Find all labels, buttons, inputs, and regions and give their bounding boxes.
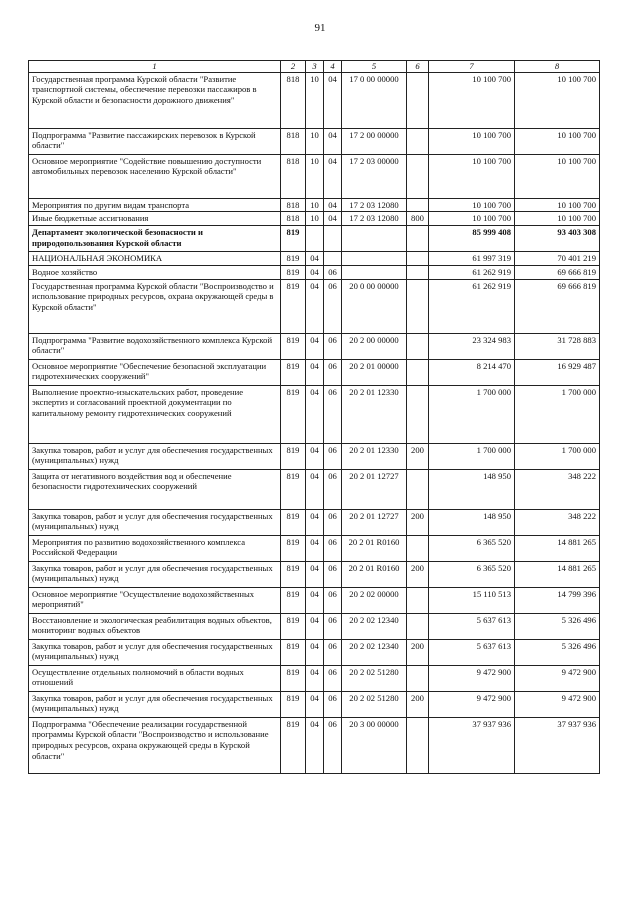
amount-year2-cell: 69 666 819	[515, 279, 600, 333]
target-article-cell: 20 3 00 00000	[342, 717, 407, 773]
expense-type-cell	[407, 469, 429, 509]
subsection-code-cell: 06	[324, 359, 342, 385]
section-code-cell: 04	[306, 279, 324, 333]
ministry-code-cell: 819	[281, 639, 306, 665]
item-name-cell: Основное мероприятие "Осуществление водохозяйственных мероприятий"	[29, 587, 281, 613]
section-code-cell: 04	[306, 252, 324, 266]
column-number: 7	[429, 61, 515, 73]
ministry-code-cell: 818	[281, 128, 306, 154]
subsection-code-cell: 06	[324, 535, 342, 561]
amount-year2-cell: 16 929 487	[515, 359, 600, 385]
subsection-code-cell: 04	[324, 212, 342, 226]
item-name-cell: Закупка товаров, работ и услуг для обеспечения государственных (муниципальных) нужд	[29, 509, 281, 535]
ministry-code-cell: 819	[281, 691, 306, 717]
column-number-row	[29, 61, 600, 73]
amount-year1-cell: 6 365 520	[429, 535, 515, 561]
expense-type-cell	[407, 279, 429, 333]
amount-year1-cell: 1 700 000	[429, 385, 515, 443]
table-row	[29, 198, 600, 212]
budget-table	[28, 60, 600, 774]
expense-type-cell	[407, 128, 429, 154]
item-name-cell: Подпрограмма "Развитие пассажирских перевозок в Курской области"	[29, 128, 281, 154]
subsection-code-cell: 04	[324, 154, 342, 198]
amount-year1-cell: 61 262 919	[429, 279, 515, 333]
target-article-cell: 20 2 02 51280	[342, 665, 407, 691]
ministry-code-cell: 819	[281, 717, 306, 773]
expense-type-cell	[407, 359, 429, 385]
item-name-cell: Подпрограмма "Обеспечение реализации государственной программы Курской области "Воспроизводство и использование природных ресурсов, охрана окружающей среды в Курской области"	[29, 717, 281, 773]
amount-year2-cell: 5 326 496	[515, 613, 600, 639]
subsection-code-cell: 06	[324, 691, 342, 717]
expense-type-cell	[407, 587, 429, 613]
item-name-cell: Мероприятия по развитию водохозяйственного комплекса Российской Федерации	[29, 535, 281, 561]
item-name-cell: Защита от негативного воздействия вод и обеспечение безопасности гидротехнических сооружений	[29, 469, 281, 509]
item-name-cell: Мероприятия по другим видам транспорта	[29, 198, 281, 212]
target-article-cell: 20 2 01 R0160	[342, 535, 407, 561]
section-code-cell: 10	[306, 212, 324, 226]
amount-year2-cell: 31 728 883	[515, 333, 600, 359]
table-row	[29, 509, 600, 535]
section-code-cell: 04	[306, 333, 324, 359]
expense-type-cell: 200	[407, 509, 429, 535]
amount-year1-cell: 5 637 613	[429, 639, 515, 665]
amount-year1-cell: 10 100 700	[429, 128, 515, 154]
subsection-code-cell: 06	[324, 587, 342, 613]
section-code-cell: 10	[306, 72, 324, 128]
subsection-code-cell: 06	[324, 613, 342, 639]
target-article-cell: 17 0 00 00000	[342, 72, 407, 128]
target-article-cell: 20 2 02 12340	[342, 639, 407, 665]
expense-type-cell	[407, 333, 429, 359]
section-code-cell: 04	[306, 265, 324, 279]
section-code-cell: 10	[306, 154, 324, 198]
table-row	[29, 443, 600, 469]
amount-year1-cell: 15 110 513	[429, 587, 515, 613]
amount-year1-cell: 61 997 319	[429, 252, 515, 266]
target-article-cell	[342, 226, 407, 252]
amount-year1-cell: 6 365 520	[429, 561, 515, 587]
amount-year2-cell: 10 100 700	[515, 128, 600, 154]
amount-year1-cell: 23 324 983	[429, 333, 515, 359]
item-name-cell: Закупка товаров, работ и услуг для обеспечения государственных (муниципальных) нужд	[29, 443, 281, 469]
target-article-cell: 20 2 01 12330	[342, 443, 407, 469]
expense-type-cell	[407, 198, 429, 212]
column-number: 5	[342, 61, 407, 73]
ministry-code-cell: 819	[281, 279, 306, 333]
section-code-cell: 04	[306, 665, 324, 691]
amount-year2-cell: 37 937 936	[515, 717, 600, 773]
table-row	[29, 359, 600, 385]
section-code-cell: 10	[306, 128, 324, 154]
subsection-code-cell	[324, 252, 342, 266]
amount-year2-cell: 10 100 700	[515, 154, 600, 198]
subsection-code-cell: 06	[324, 717, 342, 773]
column-number: 8	[515, 61, 600, 73]
ministry-code-cell: 818	[281, 212, 306, 226]
ministry-code-cell: 819	[281, 443, 306, 469]
item-name-cell: Департамент экологической безопасности и природопользования Курской области	[29, 226, 281, 252]
table-row	[29, 154, 600, 198]
ministry-code-cell: 819	[281, 252, 306, 266]
ministry-code-cell: 819	[281, 385, 306, 443]
ministry-code-cell: 818	[281, 72, 306, 128]
section-code-cell: 04	[306, 443, 324, 469]
item-name-cell: Выполнение проектно-изыскательских работ, проведение экспертиз и согласований проектной документации по капитальному ремонту гидротехнических сооружений	[29, 385, 281, 443]
section-code-cell: 04	[306, 639, 324, 665]
amount-year2-cell: 10 100 700	[515, 72, 600, 128]
amount-year1-cell: 148 950	[429, 509, 515, 535]
amount-year2-cell: 14 881 265	[515, 535, 600, 561]
target-article-cell: 20 2 01 12727	[342, 509, 407, 535]
amount-year1-cell: 10 100 700	[429, 198, 515, 212]
ministry-code-cell: 819	[281, 535, 306, 561]
ministry-code-cell: 818	[281, 154, 306, 198]
amount-year2-cell: 10 100 700	[515, 198, 600, 212]
item-name-cell: Иные бюджетные ассигнования	[29, 212, 281, 226]
subsection-code-cell: 06	[324, 639, 342, 665]
item-name-cell: Водное хозяйство	[29, 265, 281, 279]
subsection-code-cell: 06	[324, 385, 342, 443]
subsection-code-cell: 06	[324, 279, 342, 333]
table-row	[29, 252, 600, 266]
amount-year1-cell: 1 700 000	[429, 443, 515, 469]
amount-year2-cell: 10 100 700	[515, 212, 600, 226]
ministry-code-cell: 819	[281, 665, 306, 691]
expense-type-cell: 200	[407, 561, 429, 587]
expense-type-cell	[407, 717, 429, 773]
target-article-cell: 20 2 02 12340	[342, 613, 407, 639]
amount-year1-cell: 5 637 613	[429, 613, 515, 639]
subsection-code-cell: 06	[324, 265, 342, 279]
table-row	[29, 717, 600, 773]
page-number: 91	[314, 22, 326, 34]
column-number: 4	[324, 61, 342, 73]
ministry-code-cell: 819	[281, 469, 306, 509]
ministry-code-cell: 819	[281, 509, 306, 535]
amount-year1-cell: 61 262 919	[429, 265, 515, 279]
section-code-cell: 10	[306, 198, 324, 212]
amount-year2-cell: 5 326 496	[515, 639, 600, 665]
amount-year2-cell: 93 403 308	[515, 226, 600, 252]
item-name-cell: Закупка товаров, работ и услуг для обеспечения государственных (муниципальных) нужд	[29, 639, 281, 665]
subsection-code-cell: 06	[324, 665, 342, 691]
target-article-cell: 17 2 03 12080	[342, 212, 407, 226]
section-code-cell: 04	[306, 509, 324, 535]
target-article-cell: 20 2 01 R0160	[342, 561, 407, 587]
amount-year2-cell: 1 700 000	[515, 443, 600, 469]
section-code-cell: 04	[306, 717, 324, 773]
item-name-cell: НАЦИОНАЛЬНАЯ ЭКОНОМИКА	[29, 252, 281, 266]
amount-year1-cell: 8 214 470	[429, 359, 515, 385]
target-article-cell: 20 0 00 00000	[342, 279, 407, 333]
table-row	[29, 333, 600, 359]
amount-year1-cell: 10 100 700	[429, 72, 515, 128]
amount-year1-cell: 85 999 408	[429, 226, 515, 252]
amount-year2-cell: 1 700 000	[515, 385, 600, 443]
amount-year2-cell: 9 472 900	[515, 691, 600, 717]
section-code-cell: 04	[306, 613, 324, 639]
subsection-code-cell	[324, 226, 342, 252]
target-article-cell: 17 2 03 12080	[342, 198, 407, 212]
subsection-code-cell: 06	[324, 509, 342, 535]
target-article-cell: 20 2 01 00000	[342, 359, 407, 385]
expense-type-cell: 200	[407, 443, 429, 469]
table-row	[29, 587, 600, 613]
expense-type-cell	[407, 265, 429, 279]
ministry-code-cell: 819	[281, 587, 306, 613]
amount-year1-cell: 37 937 936	[429, 717, 515, 773]
expense-type-cell	[407, 226, 429, 252]
amount-year1-cell: 10 100 700	[429, 154, 515, 198]
expense-type-cell: 200	[407, 639, 429, 665]
section-code-cell: 04	[306, 359, 324, 385]
item-name-cell: Основное мероприятие "Содействие повышению доступности автомобильных перевозок населению Курской области"	[29, 154, 281, 198]
expense-type-cell	[407, 72, 429, 128]
amount-year2-cell: 348 222	[515, 509, 600, 535]
subsection-code-cell: 04	[324, 128, 342, 154]
item-name-cell: Восстановление и экологическая реабилитация водных объектов, мониторинг водных объектов	[29, 613, 281, 639]
ministry-code-cell: 819	[281, 359, 306, 385]
column-number: 6	[407, 61, 429, 73]
table-row	[29, 469, 600, 509]
section-code-cell: 04	[306, 385, 324, 443]
amount-year2-cell: 9 472 900	[515, 665, 600, 691]
section-code-cell: 04	[306, 469, 324, 509]
amount-year1-cell: 9 472 900	[429, 665, 515, 691]
subsection-code-cell: 04	[324, 72, 342, 128]
amount-year2-cell: 348 222	[515, 469, 600, 509]
item-name-cell: Осуществление отдельных полномочий в области водных отношений	[29, 665, 281, 691]
expense-type-cell	[407, 665, 429, 691]
item-name-cell: Государственная программа Курской области "Воспроизводство и использование природных ресурсов, охрана окружающей среды в Курской области"	[29, 279, 281, 333]
amount-year2-cell: 14 881 265	[515, 561, 600, 587]
ministry-code-cell: 819	[281, 333, 306, 359]
subsection-code-cell: 06	[324, 561, 342, 587]
amount-year1-cell: 9 472 900	[429, 691, 515, 717]
target-article-cell: 17 2 00 00000	[342, 128, 407, 154]
subsection-code-cell: 06	[324, 333, 342, 359]
target-article-cell: 20 2 02 00000	[342, 587, 407, 613]
table-row	[29, 128, 600, 154]
expense-type-cell: 200	[407, 691, 429, 717]
table-row	[29, 72, 600, 128]
target-article-cell	[342, 265, 407, 279]
ministry-code-cell: 819	[281, 265, 306, 279]
target-article-cell	[342, 252, 407, 266]
amount-year1-cell: 148 950	[429, 469, 515, 509]
expense-type-cell	[407, 613, 429, 639]
target-article-cell: 20 2 01 12330	[342, 385, 407, 443]
target-article-cell: 17 2 03 00000	[342, 154, 407, 198]
expense-type-cell: 800	[407, 212, 429, 226]
column-number: 2	[281, 61, 306, 73]
item-name-cell: Закупка товаров, работ и услуг для обеспечения государственных (муниципальных) нужд	[29, 561, 281, 587]
expense-type-cell	[407, 385, 429, 443]
subsection-code-cell: 06	[324, 469, 342, 509]
section-code-cell: 04	[306, 691, 324, 717]
table-row	[29, 385, 600, 443]
subsection-code-cell: 06	[324, 443, 342, 469]
ministry-code-cell: 818	[281, 198, 306, 212]
item-name-cell: Государственная программа Курской области "Развитие транспортной системы, обеспечение перевозки пассажиров в Курской области и безопасности дорожного движения"	[29, 72, 281, 128]
section-code-cell: 04	[306, 561, 324, 587]
section-code-cell	[306, 226, 324, 252]
item-name-cell: Закупка товаров, работ и услуг для обеспечения государственных (муниципальных) нужд	[29, 691, 281, 717]
expense-type-cell	[407, 154, 429, 198]
table-row	[29, 279, 600, 333]
table-row	[29, 613, 600, 639]
target-article-cell: 20 2 02 51280	[342, 691, 407, 717]
table-row	[29, 691, 600, 717]
table-row	[29, 265, 600, 279]
amount-year2-cell: 69 666 819	[515, 265, 600, 279]
ministry-code-cell: 819	[281, 226, 306, 252]
amount-year2-cell: 70 401 219	[515, 252, 600, 266]
column-number: 1	[29, 61, 281, 73]
section-code-cell: 04	[306, 535, 324, 561]
table-row	[29, 665, 600, 691]
target-article-cell: 20 2 01 12727	[342, 469, 407, 509]
column-number: 3	[306, 61, 324, 73]
ministry-code-cell: 819	[281, 613, 306, 639]
expense-type-cell	[407, 535, 429, 561]
section-code-cell: 04	[306, 587, 324, 613]
target-article-cell: 20 2 00 00000	[342, 333, 407, 359]
amount-year1-cell: 10 100 700	[429, 212, 515, 226]
subsection-code-cell: 04	[324, 198, 342, 212]
item-name-cell: Подпрограмма "Развитие водохозяйственного комплекса Курской области"	[29, 333, 281, 359]
ministry-code-cell: 819	[281, 561, 306, 587]
item-name-cell: Основное мероприятие "Обеспечение безопасной эксплуатации гидротехнических сооружений"	[29, 359, 281, 385]
table-row	[29, 226, 600, 252]
table-row	[29, 639, 600, 665]
amount-year2-cell: 14 799 396	[515, 587, 600, 613]
expense-type-cell	[407, 252, 429, 266]
table-row	[29, 561, 600, 587]
table-row	[29, 535, 600, 561]
table-body	[29, 72, 600, 773]
table-row	[29, 212, 600, 226]
